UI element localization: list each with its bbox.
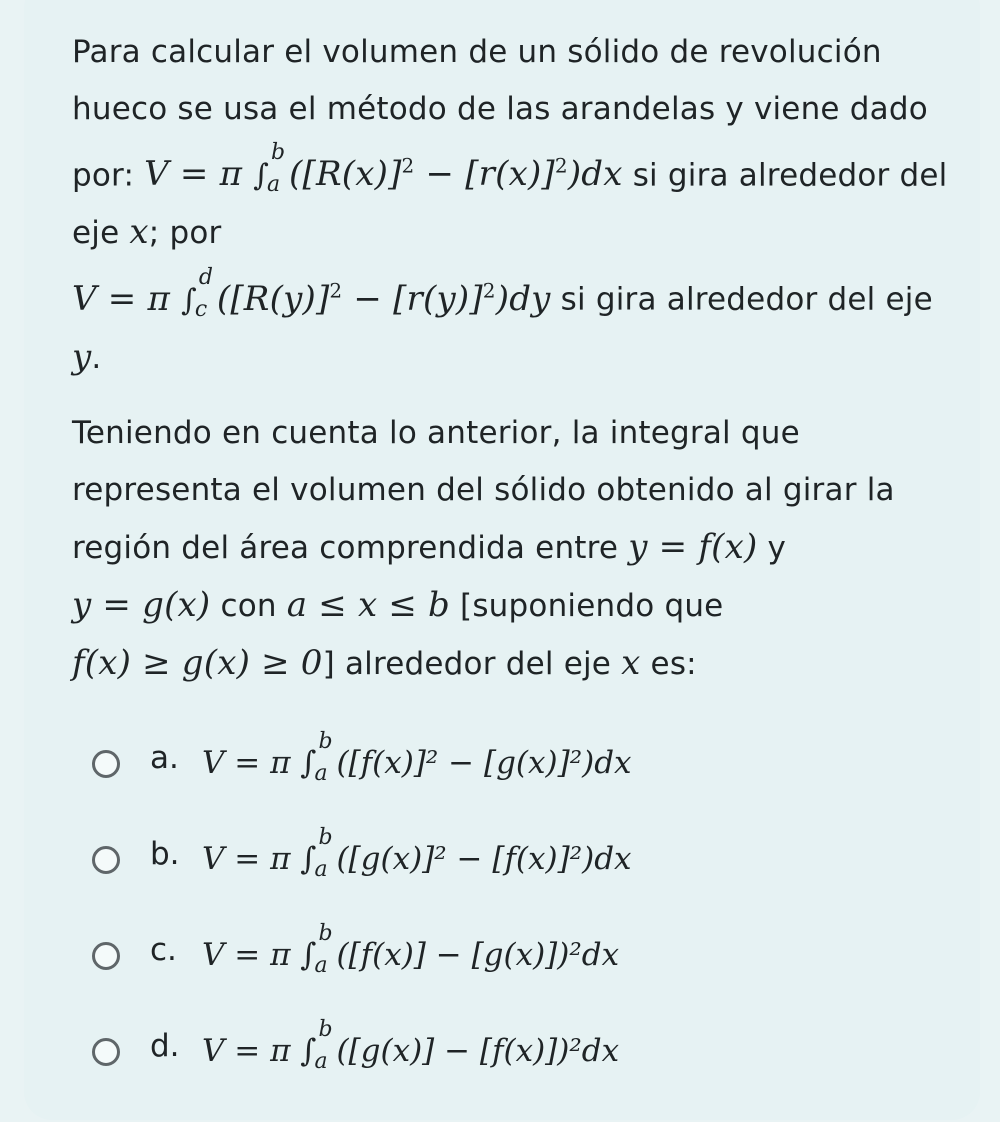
option-letter: a. <box>150 740 179 776</box>
question-text-segment: si gira alrededor del eje <box>560 281 933 318</box>
question-paragraph-1: Para calcular el volumen de un sólido de revolución hueco se usa el método de las arandelas y viene dado por: V = π ∫ b a $([R(x)]^2 - [r(x)]^2)dx$ si gira alrededor del eje x; por V = π ∫ d c $([R(y)]^2 - [r(y)]^2)dy$ si gira alrededor del eje y. <box>72 34 948 377</box>
option-letter: c. <box>150 932 177 968</box>
option-letter: b. <box>150 836 180 872</box>
radio-button[interactable] <box>92 846 120 874</box>
option-formula: V = π ∫ b a ([g(x)] − [f(x)])²dx <box>202 1016 620 1074</box>
equation-f: y = f(x) <box>628 526 758 567</box>
option-formula: V = π ∫ b a ([f(x)] − [g(x)])²dx <box>202 920 620 978</box>
question-text-segment: Para calcular el volumen de un sólido de revolución hueco se usa el método de las arandelas y viene dado por: <box>72 34 928 194</box>
interval-condition: a ≤ x ≤ b <box>286 584 450 625</box>
question-paragraph-2: Teniendo en cuenta lo anterior, la integral que representa el volumen del sólido obtenido al girar la región del área comprendida entre y = f(x) y y = g(x) con a ≤ x ≤ b [suponiendo que f(x) ≥ g(x) ≥ 0] alrededor del eje x es: <box>72 414 895 683</box>
option-b[interactable] <box>92 824 952 930</box>
question-text-segment: Teniendo en cuenta lo anterior, la integral que representa el volumen del sólido obtenido al girar la región del área comprendida entre <box>72 414 895 566</box>
radio-button[interactable] <box>92 750 120 778</box>
axis-variable-x: x <box>621 642 641 683</box>
equation-g: y = g(x) <box>72 584 211 625</box>
question-text-segment: ; por <box>148 215 222 252</box>
option-a[interactable] <box>92 728 952 834</box>
washer-formula-y: V = π ∫ d c $([R(y)]^2 - [r(y)]^2)dy$ <box>72 264 551 322</box>
option-c[interactable] <box>92 920 952 1026</box>
question-text <box>72 24 952 693</box>
washer-formula-x: V = π ∫ b a $([R(x)]^2 - [r(x)]^2)dx$ <box>144 140 623 198</box>
question-text-segment: si gira alrededor del eje <box>72 157 948 252</box>
option-d[interactable] <box>92 1016 952 1122</box>
option-formula: V = π ∫ b a ([g(x)]² − [f(x)]²)dx <box>202 824 632 882</box>
answer-options <box>92 728 952 1122</box>
axis-variable-x: x <box>129 212 149 253</box>
axis-variable-y: y <box>72 336 92 377</box>
radio-button[interactable] <box>92 1038 120 1066</box>
option-letter: d. <box>150 1028 180 1064</box>
option-formula: V = π ∫ b a ([f(x)]² − [g(x)]²)dx <box>202 728 632 786</box>
inequality-condition: f(x) ≥ g(x) ≥ 0 <box>72 642 323 683</box>
radio-button[interactable] <box>92 942 120 970</box>
